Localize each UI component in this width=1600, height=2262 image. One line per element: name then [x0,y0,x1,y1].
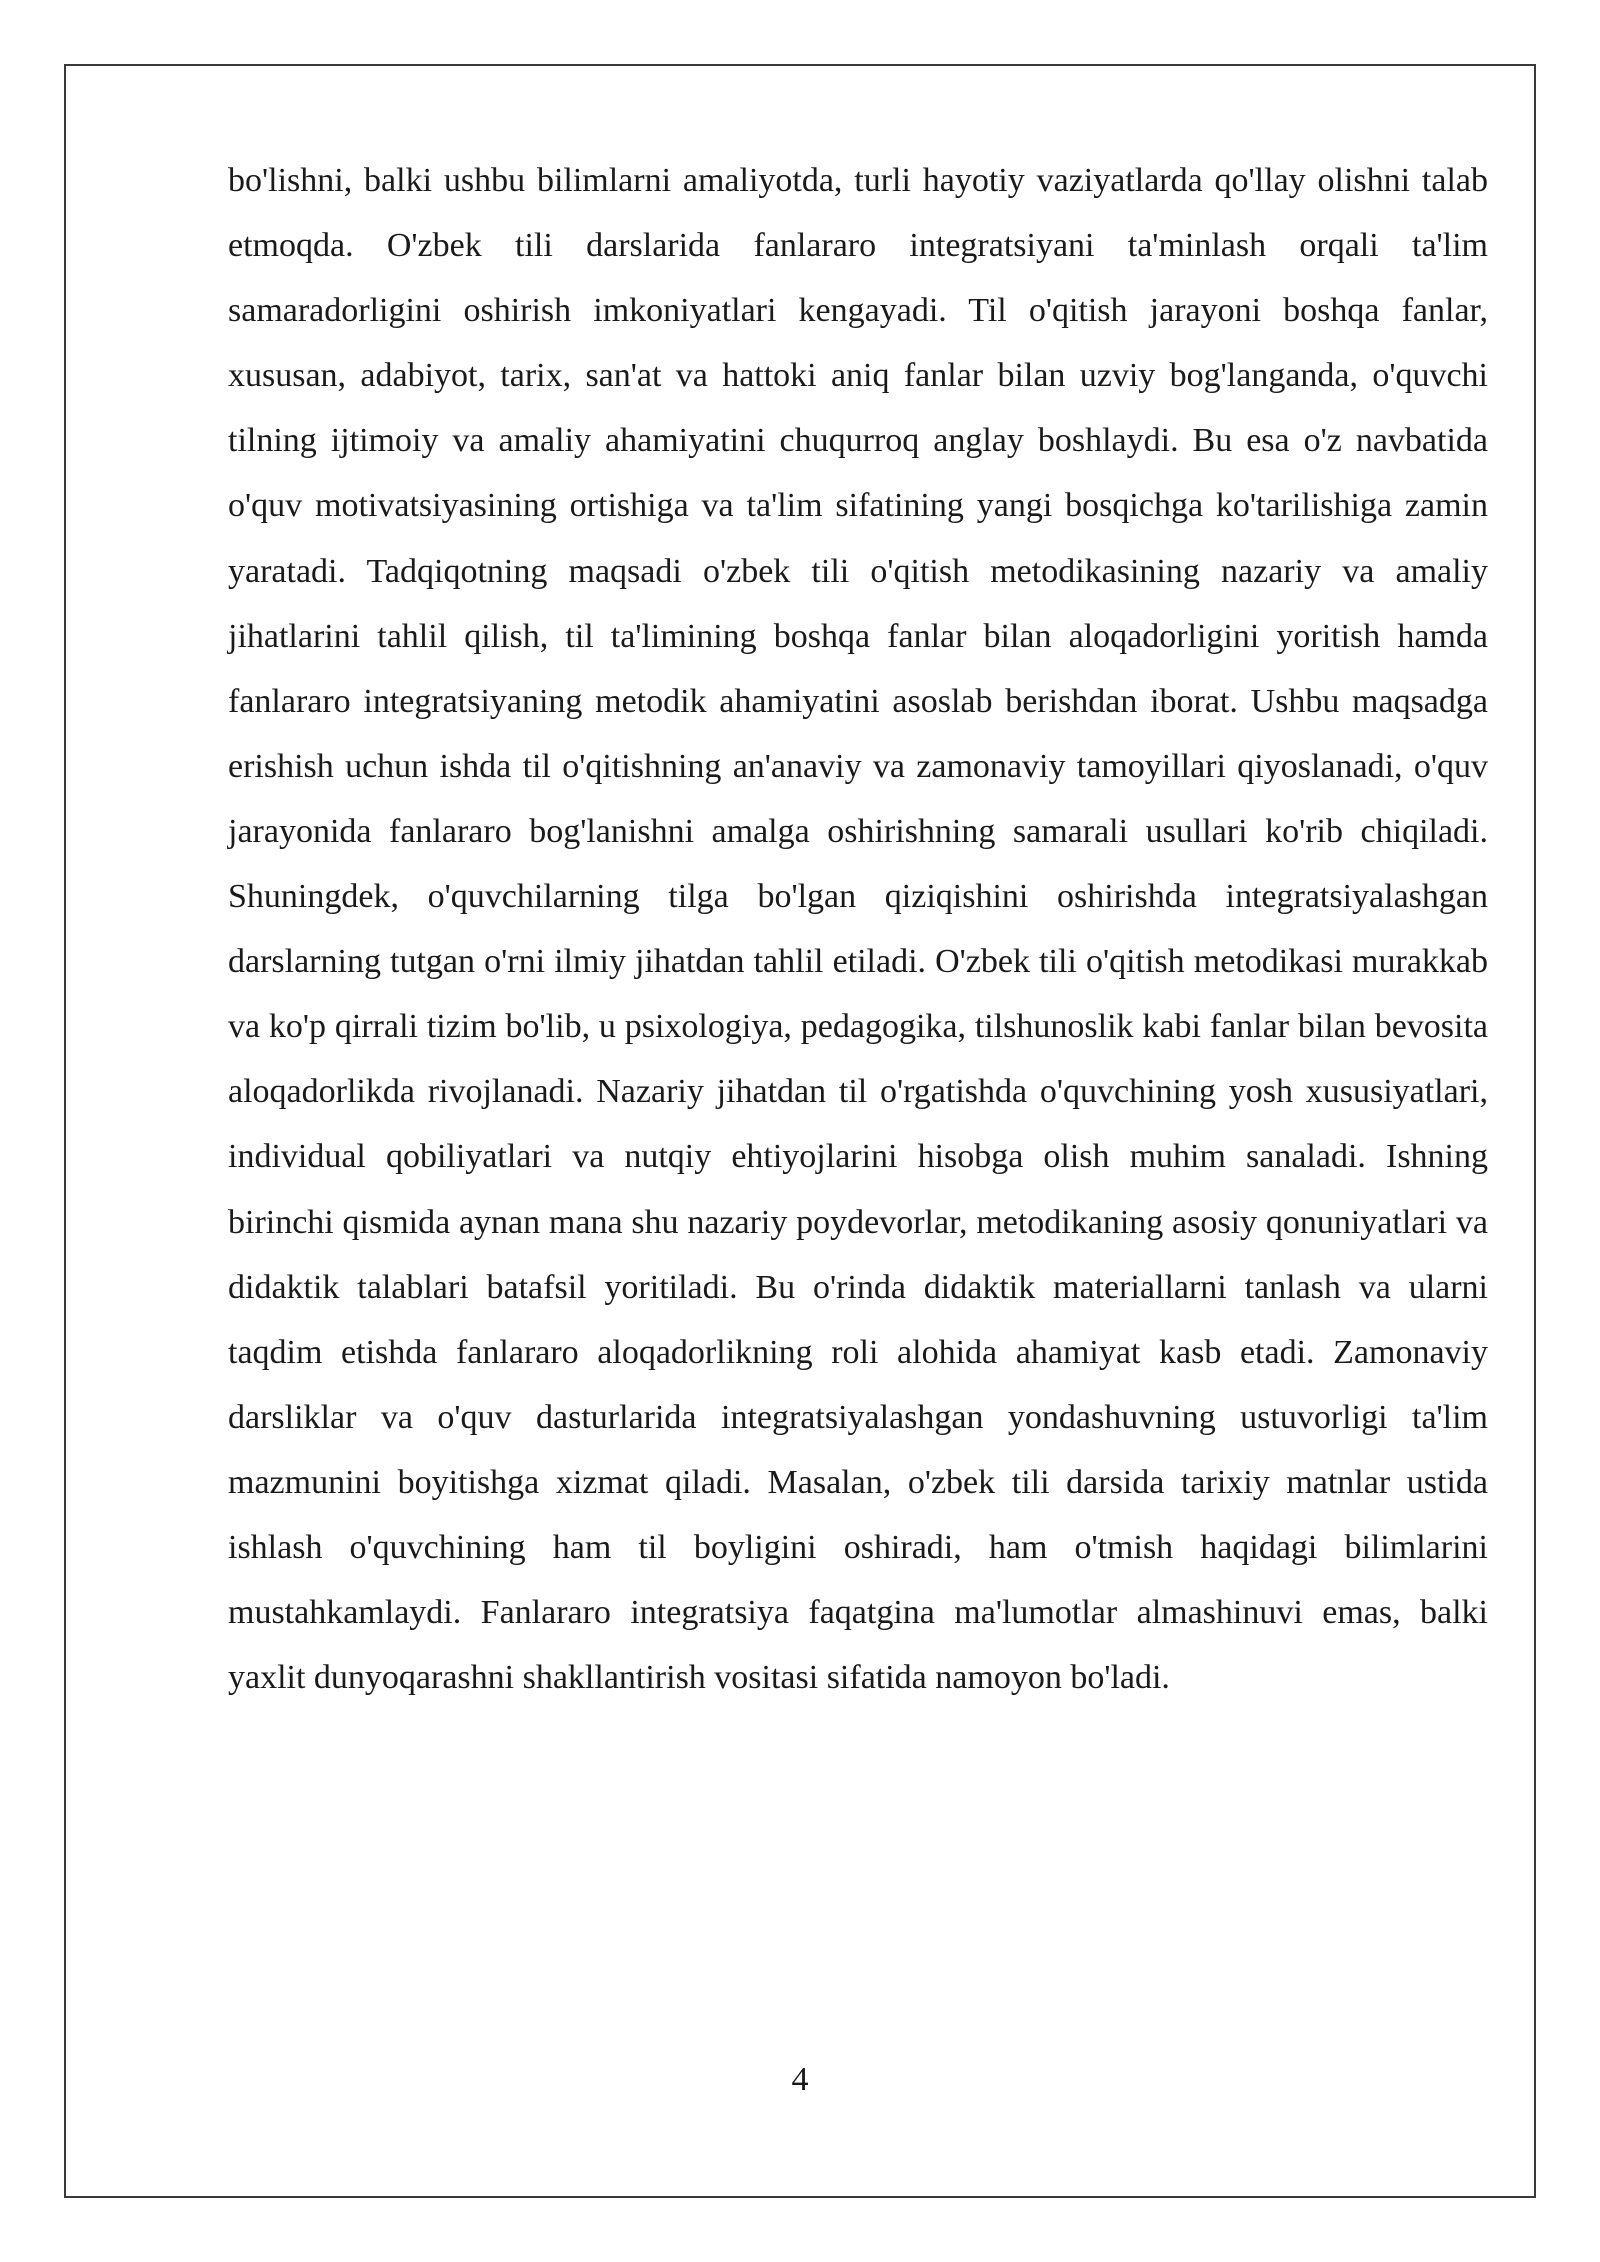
page-number: 4 [791,2061,809,2098]
body-paragraph: bo'lishni, balki ushbu bilimlarni amaliyotda, turli hayotiy vaziyatlarda qo'llay olishni talab etmoqda. O'zbek tili darslarida fanlararo integratsiyani ta'minlash orqali ta'lim samaradorligini oshirish imkoniyatlari kengayadi. Til o'qitish jarayoni boshqa fanlar, xususan, adabiyot, tarix, san'at va hattoki aniq fanlar bilan uzviy bog'langanda, o'quvchi tilning ijtimoiy va amaliy ahamiyatini chuqurroq anglay boshlaydi. Bu esa o'z navbatida o'quv motivatsiyasining ortishiga va ta'lim sifatining yangi bosqichga ko'tarilishiga zamin yaratadi. Tadqiqotning maqsadi o'zbek tili o'qitish metodikasining nazariy va amaliy jihatlarini tahlil qilish, til ta'limining boshqa fanlar bilan aloqadorligini yoritish hamda fanlararo integratsiyaning metodik ahamiyatini asoslab berishdan iborat. Ushbu maqsadga erishish uchun ishda til o'qitishning an'anaviy va zamonaviy tamoyillari qiyoslanadi, o'quv jarayonida fanlararo bog'lanishni amalga oshirishning samarali usullari ko'rib chiqiladi. Shuningdek, o'quvchilarning tilga bo'lgan qiziqishini oshirishda integratsiyalashgan darslarning tutgan o'rni ilmiy jihatdan tahlil etiladi. O'zbek tili o'qitish metodikasi murakkab va ko'p qirrali tizim bo'lib, u psixologiya, pedagogika, tilshunoslik kabi fanlar bilan bevosita aloqadorlikda rivojlanadi. Nazariy jihatdan til o'rgatishda o'quvchining yosh xususiyatlari, individual qobiliyatlari va nutqiy ehtiyojlarini hisobga olish muhim sanaladi. Ishning birinchi qismida aynan mana shu nazariy poydevorlar, metodikaning asosiy qonuniyatlari va didaktik talablari batafsil yoritiladi. Bu o'rinda didaktik materiallarni tanlash va ularni taqdim etishda fanlararo aloqadorlikning roli alohida ahamiyat kasb etadi. Zamonaviy darsliklar va o'quv dasturlarida integratsiyalashgan yondashuvning ustuvorligi ta'lim mazmunini boyitishga xizmat qiladi. Masalan, o'zbek tili darsida tarixiy matnlar ustida ishlash o'quvchining ham til boyligini oshiradi, ham o'tmish haqidagi bilimlarini mustahkamlaydi. Fanlararo integratsiya faqatgina ma'lumotlar almashinuvi emas, balki yaxlit dunyoqarashni shakllantirish vositasi sifatida namoyon bo'ladi. [228,162,1488,1697]
